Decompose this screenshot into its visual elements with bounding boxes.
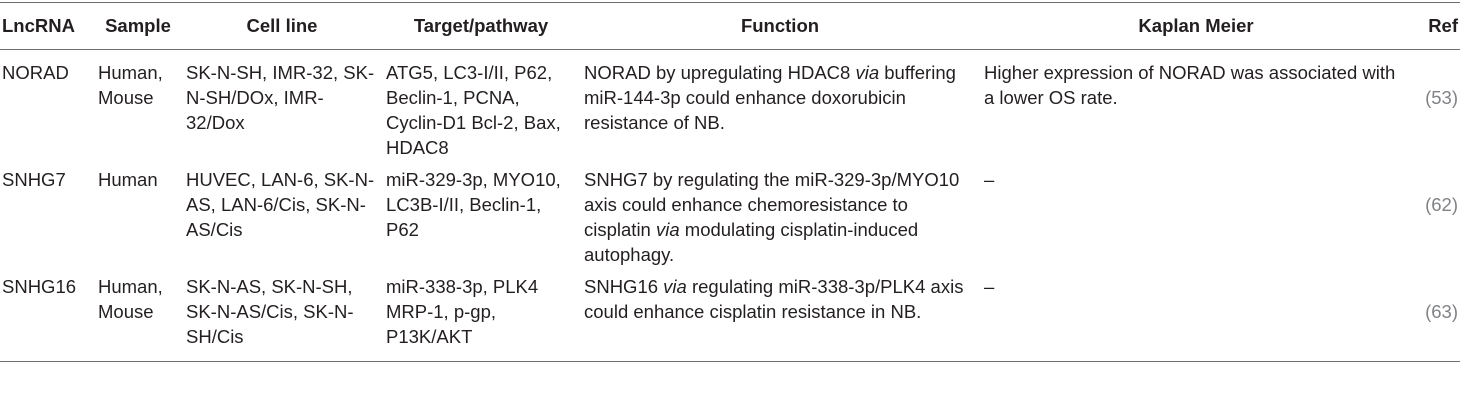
function-via: via: [855, 62, 880, 83]
cell-kaplan-meier: Higher expression of NORAD was associated with a lower OS rate.: [984, 62, 1396, 108]
cell-cell-line: HUVEC, LAN-6, SK-N-AS, LAN-6/Cis, SK-N-AS/Cis: [186, 169, 375, 240]
cell-ref: [1412, 50, 1460, 164]
cell-lncrna: SNHG16: [2, 276, 77, 297]
lncrna-table: [0, 2, 1460, 362]
function-via: via: [655, 219, 680, 240]
header-cell-line: Cell line: [246, 15, 318, 36]
ref-link[interactable]: (62): [1425, 194, 1458, 215]
cell-sample: Human, Mouse: [98, 62, 163, 108]
function-text: SNHG16: [584, 276, 664, 297]
header-sample: Sample: [105, 15, 171, 36]
function-text: SNHG7 by regulating the miR-329-3p/MYO10 axis could enhance chemoresistance to cisplatin: [584, 169, 960, 240]
cell-sample: Human, Mouse: [98, 276, 163, 322]
cell-kaplan-meier: –: [984, 276, 995, 297]
ref-link[interactable]: (63): [1425, 301, 1458, 322]
table-row: [0, 270, 1460, 362]
cell-kaplan-meier: –: [984, 169, 995, 190]
function-text: regulating miR-338-3p/PLK4 axis could enhance cisplatin resistance in NB.: [584, 276, 964, 322]
header-lncrna: LncRNA: [2, 15, 75, 36]
header-function: Function: [740, 15, 820, 36]
table-row: [0, 163, 1460, 270]
cell-ref: [1412, 270, 1460, 362]
cell-sample: Human: [98, 169, 158, 190]
function-text: buffering miR-144-3p could enhance doxorubicin resistance of NB.: [584, 62, 956, 133]
cell-function: [580, 270, 980, 362]
cell-lncrna: NORAD: [2, 62, 69, 83]
function-via: via: [663, 276, 687, 297]
ref-link[interactable]: (53): [1425, 87, 1458, 108]
header-target: Target/pathway: [413, 15, 549, 36]
function-text: modulating cisplatin-induced autophagy.: [584, 219, 919, 265]
cell-function: [580, 163, 980, 270]
cell-ref: [1412, 163, 1460, 270]
header-row: [0, 3, 1460, 50]
cell-function: [580, 50, 980, 164]
cell-target: miR-329-3p, MYO10, LC3B-I/II, Beclin-1, P62: [386, 169, 561, 240]
cell-lncrna: SNHG7: [2, 169, 66, 190]
cell-cell-line: SK-N-AS, SK-N-SH, SK-N-AS/Cis, SK-N-SH/Cis: [186, 276, 354, 347]
cell-target: ATG5, LC3-I/II, P62, Beclin-1, PCNA, Cyclin-D1 Bcl-2, Bax, HDAC8: [386, 62, 561, 158]
function-text: NORAD by upregulating HDAC8: [584, 62, 856, 83]
header-ref: Ref: [1428, 15, 1458, 36]
cell-cell-line: SK-N-SH, IMR-32, SK-N-SH/DOx, IMR-32/Dox: [186, 62, 375, 133]
header-kaplan-meier: Kaplan Meier: [1138, 15, 1254, 36]
table-row: [0, 50, 1460, 164]
cell-target: miR-338-3p, PLK4 MRP-1, p-gp, P13K/AKT: [386, 276, 539, 347]
